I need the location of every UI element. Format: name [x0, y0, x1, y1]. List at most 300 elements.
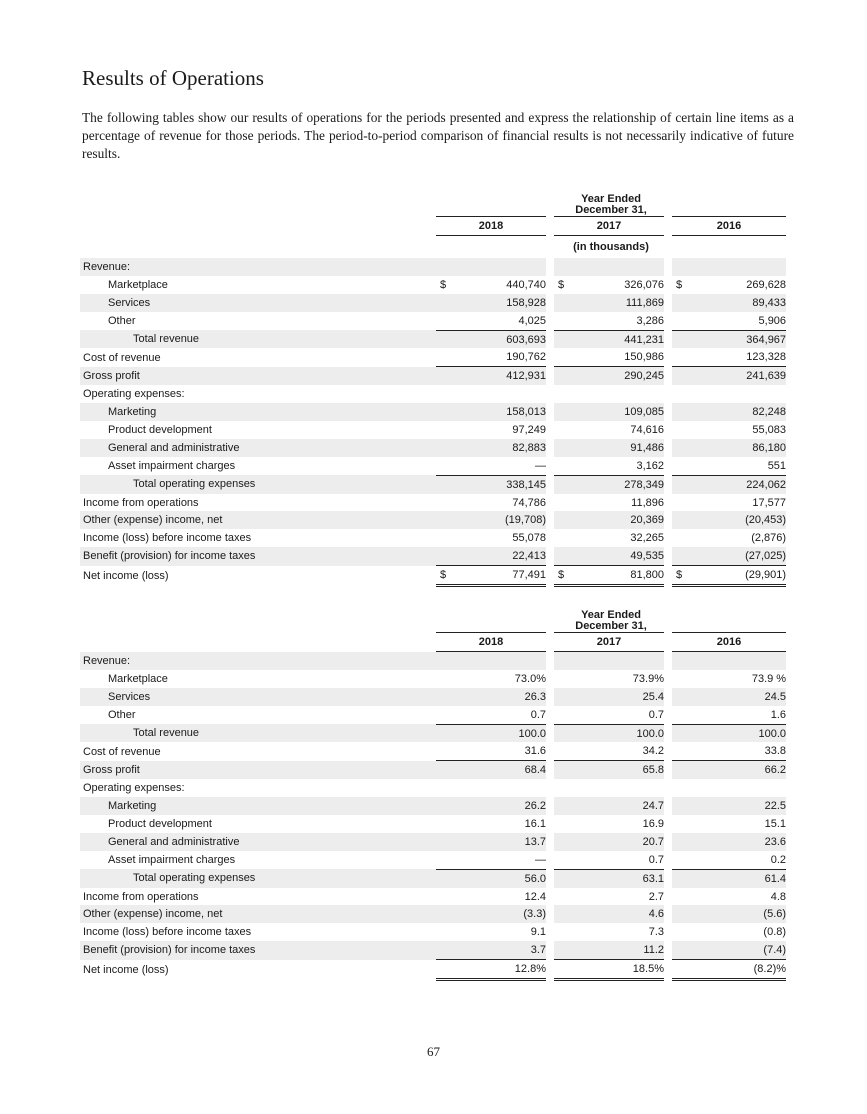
row-label: Benefit (provision) for income taxes [80, 941, 436, 959]
column-gap [664, 348, 672, 366]
row-value: 123,328 [746, 351, 787, 364]
row-value: 3,162 [636, 459, 664, 472]
row-label: Services [80, 294, 436, 312]
row-value: 74,616 [630, 423, 664, 436]
column-gap [664, 439, 672, 457]
currency-symbol [672, 547, 692, 565]
spacer-cell [436, 941, 456, 959]
row-value: 16.1 [524, 817, 546, 830]
table-row [80, 421, 786, 439]
spacer-cell [554, 761, 574, 779]
row-value: 26.2 [456, 797, 546, 815]
row-value: 158,013 [456, 403, 546, 421]
header-line-2: December 31, [575, 204, 647, 216]
row-value [574, 652, 664, 670]
row-value: 77,491 [456, 566, 546, 586]
table-row [80, 312, 786, 330]
row-value: 55,083 [752, 423, 787, 436]
row-value: 111,869 [574, 294, 664, 312]
row-label: Asset impairment charges [108, 853, 236, 866]
year-header-2018: 2018 [436, 633, 546, 652]
table-row [80, 761, 786, 779]
row-value [574, 670, 664, 688]
row-value: 24.5 [692, 688, 786, 706]
year-header-2016: 2016 [672, 217, 786, 236]
spacer-cell [672, 833, 692, 851]
currency-symbol: $ [440, 278, 447, 291]
column-gap [546, 797, 554, 815]
row-value: 1.6 [770, 708, 787, 721]
row-value: 440,740 [506, 278, 546, 291]
table-row [80, 706, 786, 724]
row-value: 16.9 [642, 817, 664, 830]
currency-symbol [672, 529, 692, 547]
row-value: 269,628 [746, 278, 787, 291]
spacer-cell [554, 779, 574, 797]
currency-symbol [554, 330, 574, 348]
row-value [456, 779, 546, 797]
currency-symbol [554, 348, 574, 366]
row-value: 100.0 [574, 724, 664, 742]
spacer-cell [554, 851, 574, 869]
row-label: Asset impairment charges [108, 459, 236, 472]
currency-symbol [554, 457, 574, 475]
spacer-cell [554, 815, 574, 833]
spacer-cell [672, 797, 692, 815]
row-label: Net income (loss) [83, 963, 169, 976]
spacer-cell [672, 851, 692, 869]
row-value: 56.0 [456, 869, 546, 887]
column-gap [546, 670, 554, 688]
table-row [80, 547, 786, 565]
spacer-cell [436, 706, 456, 724]
row-value: 109,085 [574, 403, 664, 421]
column-gap [664, 494, 672, 512]
table-row [80, 797, 786, 815]
column-gap [664, 330, 672, 348]
row-label: Revenue: [80, 652, 436, 670]
row-value: 22,413 [456, 547, 546, 565]
units-label: (in thousands) [573, 241, 649, 253]
year-ended-header-2 [436, 604, 786, 633]
row-value: 17,577 [752, 496, 787, 509]
spacer-cell [436, 851, 456, 869]
column-gap [546, 547, 554, 565]
percent-suffix: % [776, 672, 787, 685]
currency-symbol: $ [672, 566, 692, 586]
row-value: 15.1 [764, 817, 787, 830]
row-value: 4.8 [770, 890, 787, 903]
row-value: — [535, 459, 546, 472]
currency-symbol [554, 421, 574, 439]
row-value: (5.6) [692, 905, 786, 923]
row-value [692, 960, 786, 980]
row-value: 150,986 [624, 351, 664, 364]
row-value: 224,062 [692, 475, 786, 493]
spacer-cell [672, 815, 692, 833]
row-label: Operating expenses: [83, 388, 185, 401]
row-value: 24.7 [574, 797, 664, 815]
table-row [80, 439, 786, 457]
column-gap [546, 923, 554, 941]
row-label: Cost of revenue [83, 351, 161, 364]
column-gap [546, 815, 554, 833]
currency-symbol [436, 258, 456, 276]
spacer-cell [436, 960, 456, 980]
row-value: 32,265 [630, 532, 664, 545]
row-label: Other [108, 708, 136, 721]
row-value [692, 385, 786, 403]
column-gap [546, 330, 554, 348]
row-value: 26.3 [456, 688, 546, 706]
row-value: 3.7 [456, 941, 546, 959]
row-label: Gross profit [80, 761, 436, 779]
percent-suffix: % [536, 963, 546, 976]
column-gap [664, 457, 672, 475]
row-label: Services [80, 688, 436, 706]
row-value: 82,248 [692, 403, 786, 421]
column-gap [664, 547, 672, 565]
column-gap [664, 923, 672, 941]
currency-symbol [436, 330, 456, 348]
year-ended-header [436, 188, 786, 217]
row-value: 23.6 [692, 833, 786, 851]
row-value: 7.3 [648, 926, 664, 939]
table-row [80, 511, 786, 529]
spacer-cell [672, 670, 692, 688]
row-label: Total operating expenses [80, 869, 436, 887]
value-text: 73.9 [751, 672, 774, 685]
header-line-2: December 31, [575, 620, 647, 632]
row-label: Marketing [80, 403, 436, 421]
row-label: Total revenue [80, 330, 436, 348]
row-label: Revenue: [80, 258, 436, 276]
value-text: (8.2 [753, 963, 773, 976]
row-label: Product development [108, 817, 212, 830]
header-line-1: Year Ended [581, 193, 641, 205]
results-table-dollars [80, 188, 786, 587]
row-label: Gross profit [80, 367, 436, 385]
row-value: 12.4 [524, 890, 546, 903]
column-gap [546, 851, 554, 869]
spacer-cell [672, 742, 692, 760]
row-value: (20,453) [692, 511, 786, 529]
spacer-cell [554, 652, 574, 670]
column-gap [664, 294, 672, 312]
row-value: 4.6 [574, 905, 664, 923]
spacer-cell [672, 869, 692, 887]
column-gap [546, 761, 554, 779]
row-value [456, 670, 546, 688]
row-label: Net income (loss) [83, 569, 169, 582]
row-value [574, 258, 664, 276]
column-gap [664, 888, 672, 906]
column-gap [546, 475, 554, 493]
spacer-cell [554, 888, 574, 906]
currency-symbol [554, 258, 574, 276]
column-gap [546, 779, 554, 797]
row-value: 9.1 [530, 926, 546, 939]
percent-suffix: % [536, 672, 546, 685]
row-label: Marketplace [108, 672, 168, 685]
currency-symbol [554, 439, 574, 457]
spacer-cell [672, 941, 692, 959]
row-label: Income (loss) before income taxes [83, 926, 252, 939]
currency-symbol: $ [558, 278, 565, 291]
row-value: 33.8 [764, 745, 787, 758]
spacer-cell [672, 960, 692, 980]
currency-symbol [436, 421, 456, 439]
row-value [692, 652, 786, 670]
currency-symbol [436, 475, 456, 493]
currency-symbol [672, 475, 692, 493]
table-row [80, 258, 786, 276]
table-row [80, 529, 786, 547]
spacer-cell [554, 960, 574, 980]
spacer-cell [554, 706, 574, 724]
currency-symbol [672, 348, 692, 366]
table-row [80, 566, 786, 586]
column-gap [664, 529, 672, 547]
table-row [80, 851, 786, 869]
row-value [574, 385, 664, 403]
column-gap [664, 960, 672, 980]
table-row [80, 742, 786, 760]
table-row [80, 348, 786, 366]
column-gap [546, 457, 554, 475]
row-value: 81,800 [574, 566, 664, 586]
currency-symbol [436, 294, 456, 312]
column-gap [546, 529, 554, 547]
column-gap [546, 905, 554, 923]
spacer-cell [436, 797, 456, 815]
column-gap [664, 312, 672, 330]
row-value: 82,883 [456, 439, 546, 457]
currency-symbol [554, 529, 574, 547]
column-gap [546, 258, 554, 276]
table-row [80, 905, 786, 923]
column-gap [546, 367, 554, 385]
column-gap [664, 403, 672, 421]
table-row [80, 403, 786, 421]
spacer-cell [436, 833, 456, 851]
currency-symbol [436, 367, 456, 385]
row-value: 13.7 [456, 833, 546, 851]
column-gap [664, 385, 672, 403]
spacer-cell [554, 833, 574, 851]
column-gap [664, 941, 672, 959]
row-value: 89,433 [692, 294, 786, 312]
column-gap [546, 706, 554, 724]
spacer-cell [672, 905, 692, 923]
column-gap [546, 511, 554, 529]
column-gap [546, 276, 554, 294]
currency-symbol [554, 494, 574, 512]
column-gap [664, 869, 672, 887]
section-title: Results of Operations [82, 66, 264, 90]
column-gap [664, 475, 672, 493]
table-row [80, 815, 786, 833]
row-label: Total revenue [80, 724, 436, 742]
column-gap [546, 421, 554, 439]
table-row [80, 457, 786, 475]
table-row [80, 385, 786, 403]
row-label: Other (expense) income, net [80, 511, 436, 529]
column-gap [664, 815, 672, 833]
row-label: Marketing [80, 797, 436, 815]
table-row [80, 923, 786, 941]
column-gap [664, 779, 672, 797]
column-gap [546, 348, 554, 366]
currency-symbol [436, 529, 456, 547]
row-value: 74,786 [512, 496, 546, 509]
year-header-2016: 2016 [672, 633, 786, 652]
row-value [456, 960, 546, 980]
spacer-cell [672, 688, 692, 706]
currency-symbol [436, 348, 456, 366]
spacer-cell [672, 779, 692, 797]
row-value: 97,249 [512, 423, 546, 436]
spacer-cell [436, 905, 456, 923]
column-gap [546, 312, 554, 330]
row-value: 100.0 [456, 724, 546, 742]
currency-symbol [554, 403, 574, 421]
row-value: 86,180 [692, 439, 786, 457]
column-gap [664, 905, 672, 923]
row-value: 290,245 [574, 367, 664, 385]
currency-symbol [672, 457, 692, 475]
column-gap [664, 511, 672, 529]
spacer-cell [672, 888, 692, 906]
currency-symbol [436, 547, 456, 565]
row-label: Cost of revenue [83, 745, 161, 758]
column-gap [546, 494, 554, 512]
row-label: Benefit (provision) for income taxes [80, 547, 436, 565]
row-label: Operating expenses: [83, 782, 185, 795]
row-value: 3,286 [636, 314, 664, 327]
value-text: 12.8 [514, 963, 537, 976]
column-gap [664, 367, 672, 385]
currency-symbol [436, 312, 456, 330]
row-value: 66.2 [692, 761, 786, 779]
column-gap [546, 385, 554, 403]
row-value: (27,025) [692, 547, 786, 565]
table-row [80, 833, 786, 851]
percent-suffix: )% [772, 963, 787, 976]
spacer-cell [554, 797, 574, 815]
year-header-2018: 2018 [436, 217, 546, 236]
column-gap [546, 652, 554, 670]
row-value: 603,693 [456, 330, 546, 348]
row-label: Marketplace [108, 278, 168, 291]
table-row [80, 688, 786, 706]
row-value: (29,901) [692, 566, 786, 586]
spacer-cell [436, 815, 456, 833]
row-value: 190,762 [506, 351, 546, 364]
currency-symbol [554, 385, 574, 403]
currency-symbol [554, 294, 574, 312]
year-header-2017: 2017 [554, 217, 664, 236]
currency-symbol [554, 312, 574, 330]
spacer-cell [436, 888, 456, 906]
row-label: General and administrative [80, 833, 436, 851]
currency-symbol [436, 385, 456, 403]
currency-symbol [436, 457, 456, 475]
currency-symbol [672, 494, 692, 512]
row-value: 63.1 [574, 869, 664, 887]
row-value: 278,349 [574, 475, 664, 493]
table-row [80, 276, 786, 294]
spacer-cell [436, 779, 456, 797]
row-value: 0.7 [530, 708, 546, 721]
row-value: 4,025 [518, 314, 546, 327]
row-value: 0.7 [648, 708, 664, 721]
column-gap [664, 851, 672, 869]
spacer-cell [554, 941, 574, 959]
currency-symbol [672, 421, 692, 439]
row-value: (19,708) [456, 511, 546, 529]
table-row [80, 888, 786, 906]
currency-symbol [554, 547, 574, 565]
table-row [80, 652, 786, 670]
table-row [80, 475, 786, 493]
row-label: General and administrative [80, 439, 436, 457]
table-row [80, 869, 786, 887]
row-value: 20.7 [574, 833, 664, 851]
table-row [80, 724, 786, 742]
table-row [80, 494, 786, 512]
row-value: 338,145 [456, 475, 546, 493]
currency-symbol [672, 385, 692, 403]
column-gap [546, 294, 554, 312]
column-gap [664, 670, 672, 688]
column-gap [546, 566, 554, 586]
column-gap [664, 276, 672, 294]
spacer-cell [436, 869, 456, 887]
spacer-cell [554, 923, 574, 941]
row-value: 11,896 [631, 496, 664, 509]
row-value: 65.8 [574, 761, 664, 779]
spacer-cell [554, 724, 574, 742]
row-value: 49,535 [574, 547, 664, 565]
column-gap [664, 833, 672, 851]
row-value: 25.4 [574, 688, 664, 706]
row-value: 241,639 [692, 367, 786, 385]
value-text: 18.5 [632, 963, 655, 976]
spacer-cell [436, 670, 456, 688]
row-value: 551 [767, 459, 787, 472]
column-gap [664, 258, 672, 276]
row-value [456, 652, 546, 670]
row-label: Product development [108, 423, 212, 436]
column-gap [664, 652, 672, 670]
spacer-cell [554, 869, 574, 887]
table-row [80, 941, 786, 959]
column-gap [546, 960, 554, 980]
row-value: 22.5 [692, 797, 786, 815]
currency-symbol [672, 258, 692, 276]
spacer-cell [436, 761, 456, 779]
column-gap [664, 761, 672, 779]
column-gap [546, 724, 554, 742]
spacer-cell [672, 652, 692, 670]
value-text: 73.0 [514, 672, 537, 685]
table-row [80, 779, 786, 797]
spacer-cell [554, 670, 574, 688]
row-value: 326,076 [624, 278, 664, 291]
currency-symbol [554, 511, 574, 529]
row-label: Other (expense) income, net [80, 905, 436, 923]
